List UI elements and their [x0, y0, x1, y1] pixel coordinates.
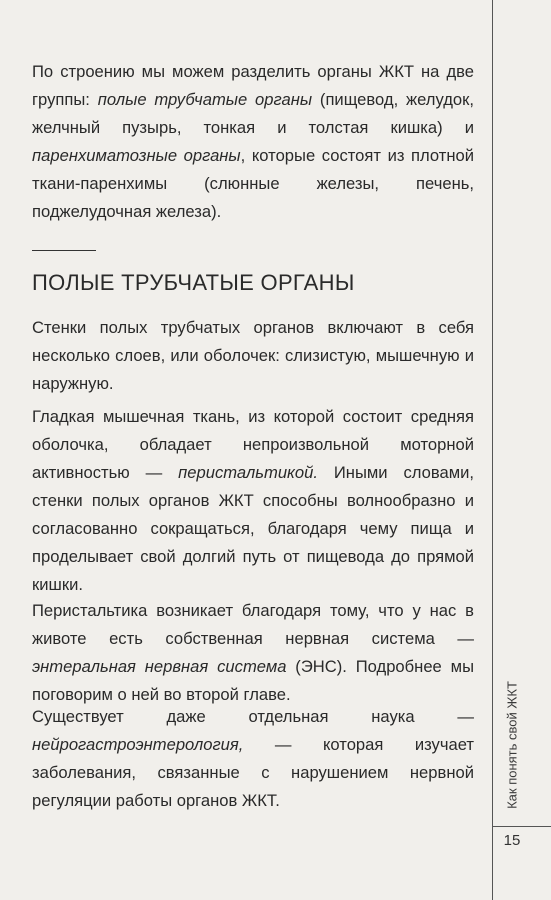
running-title: Как понять свой ЖКТ — [504, 681, 520, 809]
section-heading: ПОЛЫЕ ТРУБЧАТЫЕ ОРГАНЫ — [32, 270, 355, 295]
italic-term: энтеральная нервная система — [32, 657, 287, 676]
text-run: (пищевод, желудок, желчный пузырь, тонкая и толстая кишка) и — [32, 90, 474, 137]
text-run: Существует даже отдельная наука — — [32, 707, 474, 726]
text-run: Иными словами, стенки полых органов ЖКТ способны волнообразно и согласованно сокращаться, благодаря чему пища и проделывает свой долгий путь от пищевода до прямой кишки. — [32, 463, 474, 594]
text-run: Гладкая мышечная ткань, из которой состоит средняя оболочка, обладает непроизвольной моторной активностью — — [32, 407, 474, 482]
italic-term: полые трубчатые органы — [97, 90, 313, 109]
italic-term: паренхиматозные органы — [32, 146, 241, 165]
italic-term: нейрогастроэнтерология, — [32, 735, 244, 754]
page-number: 15 — [503, 832, 521, 849]
text-run: По строению мы можем разделить органы ЖКТ на две группы: — [32, 62, 474, 109]
paragraph-wall-layers — [32, 314, 474, 398]
paragraph-enteric-nervous-system — [32, 597, 474, 709]
text-run: — которая изучает заболевания, связанные с нарушением нервной регуляции работы органов ЖКТ. — [32, 735, 474, 810]
text-run: (ЭНС). Подробнее мы поговорим о ней во второй главе. — [32, 657, 474, 704]
paragraph-organ-groups — [32, 58, 474, 226]
margin-rule — [492, 0, 493, 900]
paragraph-neurogastroenterology — [32, 703, 474, 815]
paragraph-peristalsis — [32, 403, 474, 599]
text-run: , которые состоят из плотной ткани-паренхимы (слюнные железы, печень, поджелудочная железа). — [32, 146, 475, 221]
text-run: Перистальтика возникает благодаря тому, что у нас в животе есть собственная нервная система — — [32, 601, 474, 648]
section-divider — [32, 250, 96, 251]
text-run: Стенки полых трубчатых органов включают в себя несколько слоев, или оболочек: слизистую, мышечную и наружную. — [32, 318, 474, 393]
italic-term: перистальтикой. — [178, 463, 318, 482]
